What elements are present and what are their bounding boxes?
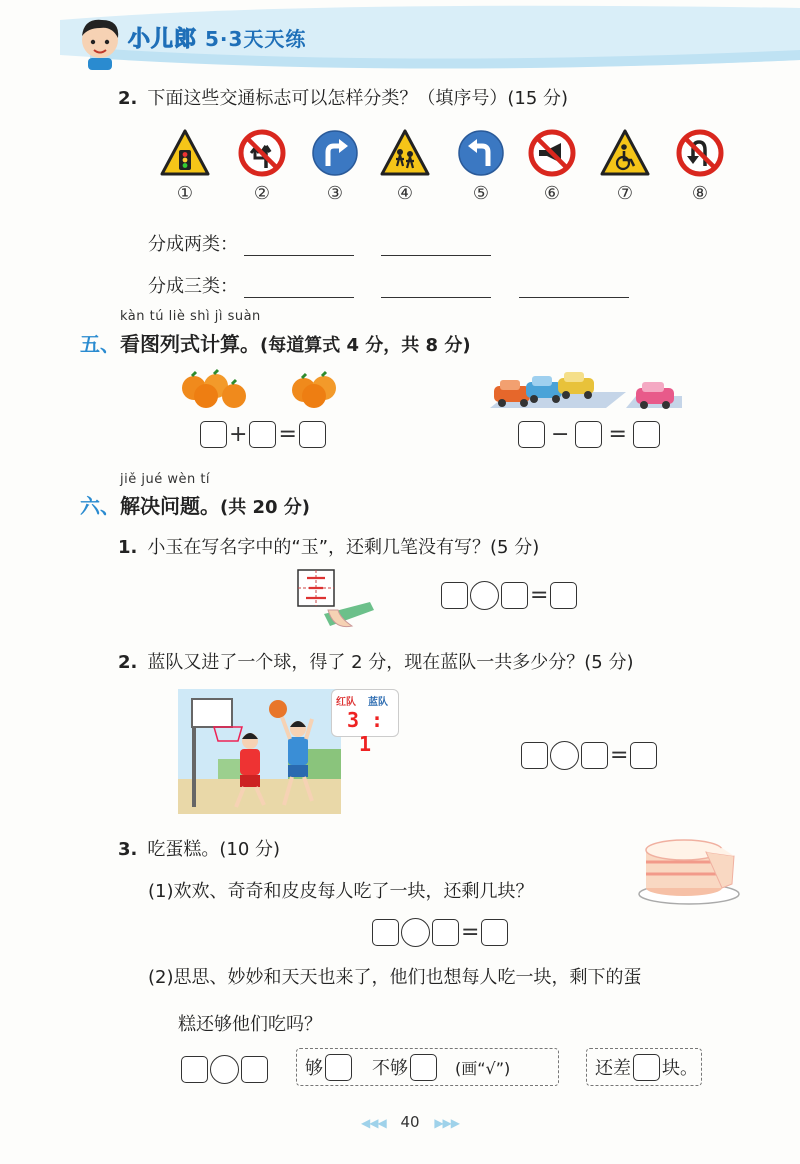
sec6-number: 六、 (80, 494, 120, 518)
sign-label-4: ④ (396, 183, 414, 204)
disabled-warning-sign-icon (600, 128, 650, 178)
minus-sign: − (551, 422, 570, 447)
traffic-light-warning-sign-icon (160, 128, 210, 178)
mascot-boy-icon (74, 14, 126, 70)
classify-three-blank-3[interactable] (519, 275, 629, 298)
scoreboard (331, 689, 399, 756)
equals-sign: = (278, 422, 297, 447)
no-left-turn-sign-icon (237, 128, 287, 178)
short-by-box (586, 1048, 702, 1086)
sec6-heading (80, 490, 310, 519)
sign-label-8: ⑧ (691, 183, 709, 204)
short-by-unit: 块。 (662, 1058, 698, 1079)
p3-sub1: (1)欢欢、奇奇和皮皮每人吃了一块，还剩几块？ (148, 881, 534, 902)
not-enough-check-box[interactable] (410, 1054, 437, 1081)
orange-group-left (182, 370, 246, 408)
p3-operator-circle[interactable] (401, 918, 430, 947)
p1-answer-box-1[interactable] (441, 582, 468, 609)
p2-text: 蓝队又进了一个球，得了 2 分，现在蓝队一共多少分？(5 分) (147, 652, 634, 673)
sec5-number: 五、 (80, 332, 120, 356)
classify-two-row (148, 230, 491, 256)
sec6-score: (共 20 分) (220, 497, 311, 518)
sign-label-7: ⑦ (616, 183, 634, 204)
classify-two-label: 分成两类： (148, 234, 238, 255)
orange-group-right (292, 372, 336, 408)
cars-answer-box-3[interactable] (633, 421, 660, 448)
sec6-title: 解决问题。 (120, 494, 220, 518)
sec5-title: 看图列式计算。 (120, 332, 260, 356)
p2-answer-box-3[interactable] (630, 742, 657, 769)
no-u-turn-sign-icon (675, 128, 725, 178)
brand-series: 5·3天天练 (204, 27, 307, 51)
classify-three-blank-1[interactable] (244, 275, 354, 298)
enough-check-box[interactable] (325, 1054, 352, 1081)
p3-sub2-box-1[interactable] (181, 1056, 208, 1083)
classify-two-blank-2[interactable] (381, 233, 491, 256)
left-arrows-icon: ◀◀◀ (360, 1116, 386, 1130)
page-number: 40 (400, 1113, 420, 1131)
sign-label-6: ⑥ (543, 183, 561, 204)
p1-operator-circle[interactable] (470, 581, 499, 610)
cars-illustration (486, 368, 686, 412)
p3-sub2-line1: (2)思思、妙妙和天天也来了，他们也想每人吃一块，剩下的蛋 (148, 967, 642, 988)
p1-answer-box-3[interactable] (550, 582, 577, 609)
classify-three-label: 分成三类： (148, 276, 238, 297)
children-warning-sign-icon (380, 128, 430, 178)
car-group-right (626, 382, 682, 409)
classify-three-row (148, 272, 629, 298)
basketball-illustration (178, 689, 341, 814)
p2-equation (521, 741, 657, 770)
p2-operator-circle[interactable] (550, 741, 579, 770)
p3-answer-box-2[interactable] (432, 919, 459, 946)
brand-name: 小儿郎 (128, 27, 198, 52)
sign-label-5: ⑤ (472, 183, 490, 204)
traffic-sign-row (160, 128, 730, 178)
oranges-equation (200, 421, 326, 448)
p2-answer-box-1[interactable] (521, 742, 548, 769)
equals-sign: = (461, 920, 480, 945)
p1-prompt (118, 533, 539, 559)
enough-choice-box (296, 1048, 559, 1086)
p3-sub2-equation (181, 1055, 268, 1084)
short-by-label: 还差 (595, 1058, 631, 1079)
p1-answer-box-2[interactable] (501, 582, 528, 609)
p3-sub2-line2: 糕还够他们吃吗？ (178, 1014, 322, 1035)
cars-answer-box-2[interactable] (575, 421, 602, 448)
oranges-answer-box-1[interactable] (200, 421, 227, 448)
q2-number: 2. (118, 88, 138, 109)
mark-hint: (画“√”) (455, 1058, 511, 1078)
equals-sign: = (530, 583, 549, 608)
q2-prompt (118, 84, 568, 110)
classify-three-blank-2[interactable] (381, 275, 491, 298)
sec5-heading (80, 328, 471, 357)
p3-sub1-equation (372, 918, 508, 947)
oranges-answer-box-2[interactable] (249, 421, 276, 448)
brand-title (128, 22, 306, 53)
short-by-answer-box[interactable] (633, 1054, 660, 1081)
p3-sub2-box-2[interactable] (241, 1056, 268, 1083)
scoreboard-value: 3 : 1 (346, 708, 384, 756)
plus-sign: + (229, 422, 248, 447)
page-footer (350, 1113, 470, 1131)
p3-number: 3. (118, 839, 138, 860)
scoreboard-red-label: 红队 (336, 697, 356, 708)
equals-sign: = (610, 743, 629, 768)
oranges-answer-box-3[interactable] (299, 421, 326, 448)
p1-equation (441, 581, 577, 610)
equals-sign: = (608, 422, 627, 447)
sec5-score: (每道算式 4 分，共 8 分) (260, 335, 471, 356)
turn-right-sign-icon (310, 128, 360, 178)
p1-number: 1. (118, 537, 138, 558)
q2-text: 下面这些交通标志可以怎样分类？（填序号）(15 分) (147, 88, 569, 109)
p3-text: 吃蛋糕。(10 分) (147, 839, 281, 860)
p3-sub2-operator-circle[interactable] (210, 1055, 239, 1084)
p2-prompt (118, 648, 634, 674)
p2-number: 2. (118, 652, 138, 673)
no-horn-sign-icon (527, 128, 577, 178)
p3-answer-box-1[interactable] (372, 919, 399, 946)
oranges-illustration (178, 366, 348, 410)
p1-text: 小玉在写名字中的“玉”，还剩几笔没有写？(5 分) (147, 537, 540, 558)
p3-answer-box-3[interactable] (481, 919, 508, 946)
sign-label-3: ③ (326, 183, 344, 204)
sec6-pinyin: jiě jué wèn tí (120, 472, 211, 487)
sec5-pinyin: kàn tú liè shì jì suàn (120, 309, 261, 324)
classify-two-blank-1[interactable] (244, 233, 354, 256)
cars-equation (518, 421, 660, 448)
p2-answer-box-2[interactable] (581, 742, 608, 769)
sign-label-1: ① (176, 183, 194, 204)
writing-character-illustration (294, 566, 380, 632)
right-arrows-icon: ▶▶▶ (434, 1116, 460, 1130)
scoreboard-blue-label: 蓝队 (368, 697, 388, 708)
cake-illustration (636, 828, 742, 906)
not-enough-label: 不够 (372, 1058, 408, 1079)
cars-answer-box-1[interactable] (518, 421, 545, 448)
turn-left-sign-icon (456, 128, 506, 178)
sign-label-2: ② (253, 183, 271, 204)
p3-prompt (118, 835, 280, 861)
enough-label: 够 (305, 1058, 323, 1079)
